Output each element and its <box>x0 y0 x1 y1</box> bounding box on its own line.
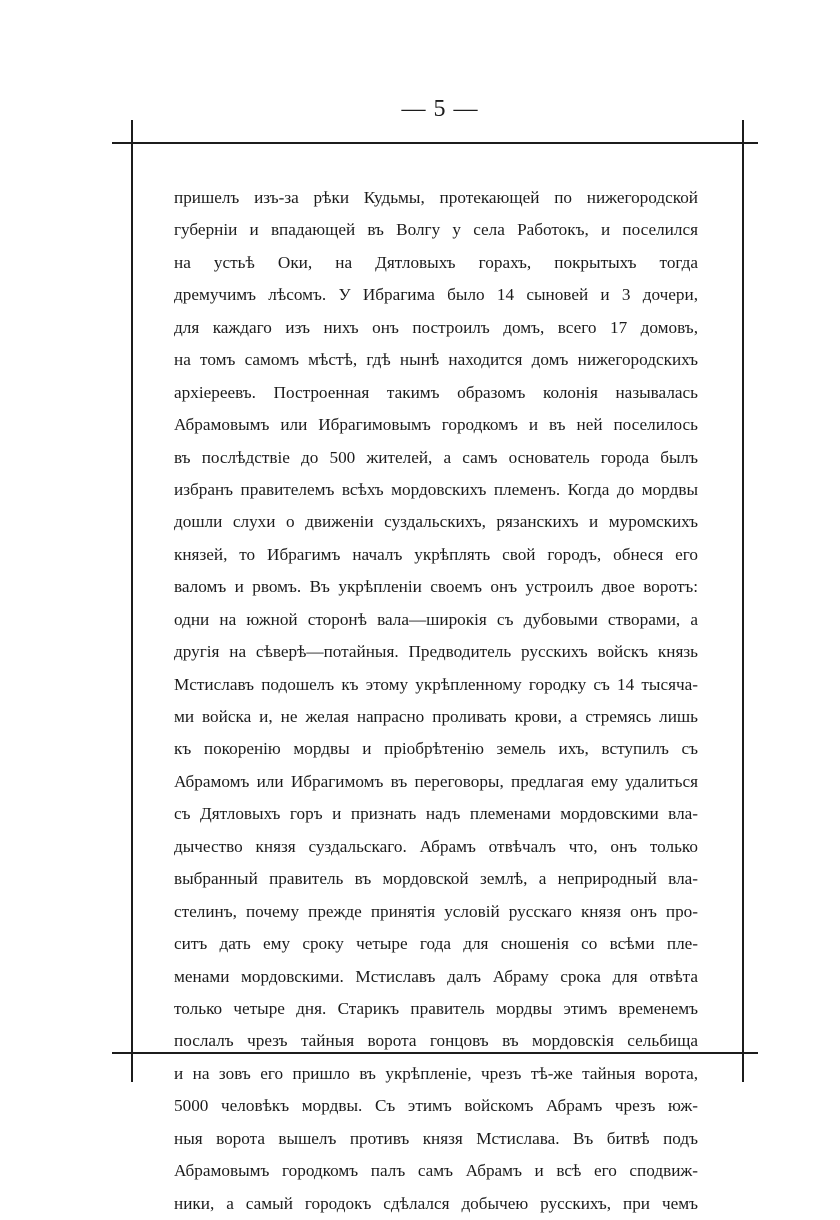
text-line-25: менами мордовскими. Мстиславъ далъ Абраму срока для отвѣта <box>174 966 698 986</box>
text-line-11: дошли слухи о движеніи суздальскихъ, рязанскихъ и муромскихъ <box>174 512 698 532</box>
text-line-5: для каждаго изъ нихъ онъ построилъ домъ, всего 17 домовъ, <box>174 317 698 337</box>
text-line-12: князей, то Ибрагимъ началъ укрѣплять свой городъ, обнеся его <box>174 544 698 564</box>
text-line-27: послалъ чрезъ тайныя ворота гонцовъ въ мордовскія сельбища <box>174 1031 698 1051</box>
body-text <box>174 182 698 1220</box>
text-line-10: избранъ правителемъ всѣхъ мордовскихъ племенъ. Когда до мордвы <box>174 479 698 499</box>
text-line-29: 5000 человѣкъ мордвы. Съ этимъ войскомъ Абрамъ чрезъ юж- <box>174 1096 698 1116</box>
text-line-20: съ Дятловыхъ горъ и признать надъ племенами мордовскими вла- <box>174 804 698 824</box>
text-line-22: выбранный правитель въ мордовской землѣ, а неприродный вла- <box>174 869 698 889</box>
text-line-9: въ послѣдствіе до 500 жителей, а самъ основатель города былъ <box>174 447 698 467</box>
text-line-30: ныя ворота вышелъ противъ князя Мстислава. Въ битвѣ подъ <box>174 1128 698 1148</box>
text-line-6: на томъ самомъ мѣстѣ, гдѣ нынѣ находится домъ нижегородскихъ <box>174 350 698 370</box>
text-line-18: къ покоренію мордвы и пріобрѣтенію земель ихъ, вступилъ съ <box>174 739 698 759</box>
left-margin-line <box>131 120 133 1082</box>
top-rule <box>112 142 758 144</box>
text-line-7: архіереевъ. Построенная такимъ образомъ колонія называлась <box>174 382 698 402</box>
text-line-14: одни на южной сторонѣ вала—широкія съ дубовыми створами, а <box>174 609 698 629</box>
text-line-2: губерніи и впадающей въ Волгу у села Работокъ, и поселился <box>174 220 698 240</box>
text-line-17: ми войска и, не желая напрасно проливать крови, а стремясь лишь <box>174 707 698 726</box>
text-line-13: валомъ и рвомъ. Въ укрѣпленіи своемъ онъ устроилъ двое воротъ: <box>174 577 698 597</box>
page-number: — 5 — <box>401 96 479 122</box>
text-line-3: на устьѣ Оки, на Дятловыхъ горахъ, покрытыхъ тогда <box>174 252 698 272</box>
text-line-24: ситъ дать ему сроку четыре года для сношенія со всѣми пле- <box>174 934 698 954</box>
text-line-32: ники, а самый городокъ сдѣлался добычею русскихъ, при чемъ <box>174 1193 698 1213</box>
text-line-19: Абрамомъ или Ибрагимомъ въ переговоры, предлагая ему удалиться <box>174 771 698 791</box>
text-line-1: пришелъ изъ-за рѣки Кудьмы, протекающей по нижегородской <box>174 188 698 207</box>
text-line-8: Абрамовымъ или Ибрагимовымъ городкомъ и въ ней поселилось <box>174 415 698 435</box>
text-line-21: дычество князя суздальскаго. Абрамъ отвѣчалъ что, онъ только <box>174 836 698 856</box>
text-line-16: Мстиславъ подошелъ къ этому укрѣпленному городку съ 14 тысяча- <box>174 674 698 694</box>
text-line-4: дремучимъ лѣсомъ. У Ибрагима было 14 сыновей и 3 дочери, <box>174 285 698 305</box>
text-line-26: только четыре дня. Старикъ правитель мордвы этимъ временемъ <box>174 998 698 1018</box>
text-line-23: стелинъ, почему прежде принятія условій русскаго князя онъ про- <box>174 901 698 921</box>
text-line-15: другія на сѣверѣ—потайныя. Предводитель русскихъ войскъ князь <box>174 642 698 662</box>
text-line-28: и на зовъ его пришло въ укрѣпленіе, чрезъ тѣ-же тайныя ворота, <box>174 1063 698 1083</box>
text-line-31: Абрамовымъ городкомъ палъ самъ Абрамъ и всѣ его сподвиж- <box>174 1161 698 1181</box>
right-margin-line <box>742 120 744 1082</box>
